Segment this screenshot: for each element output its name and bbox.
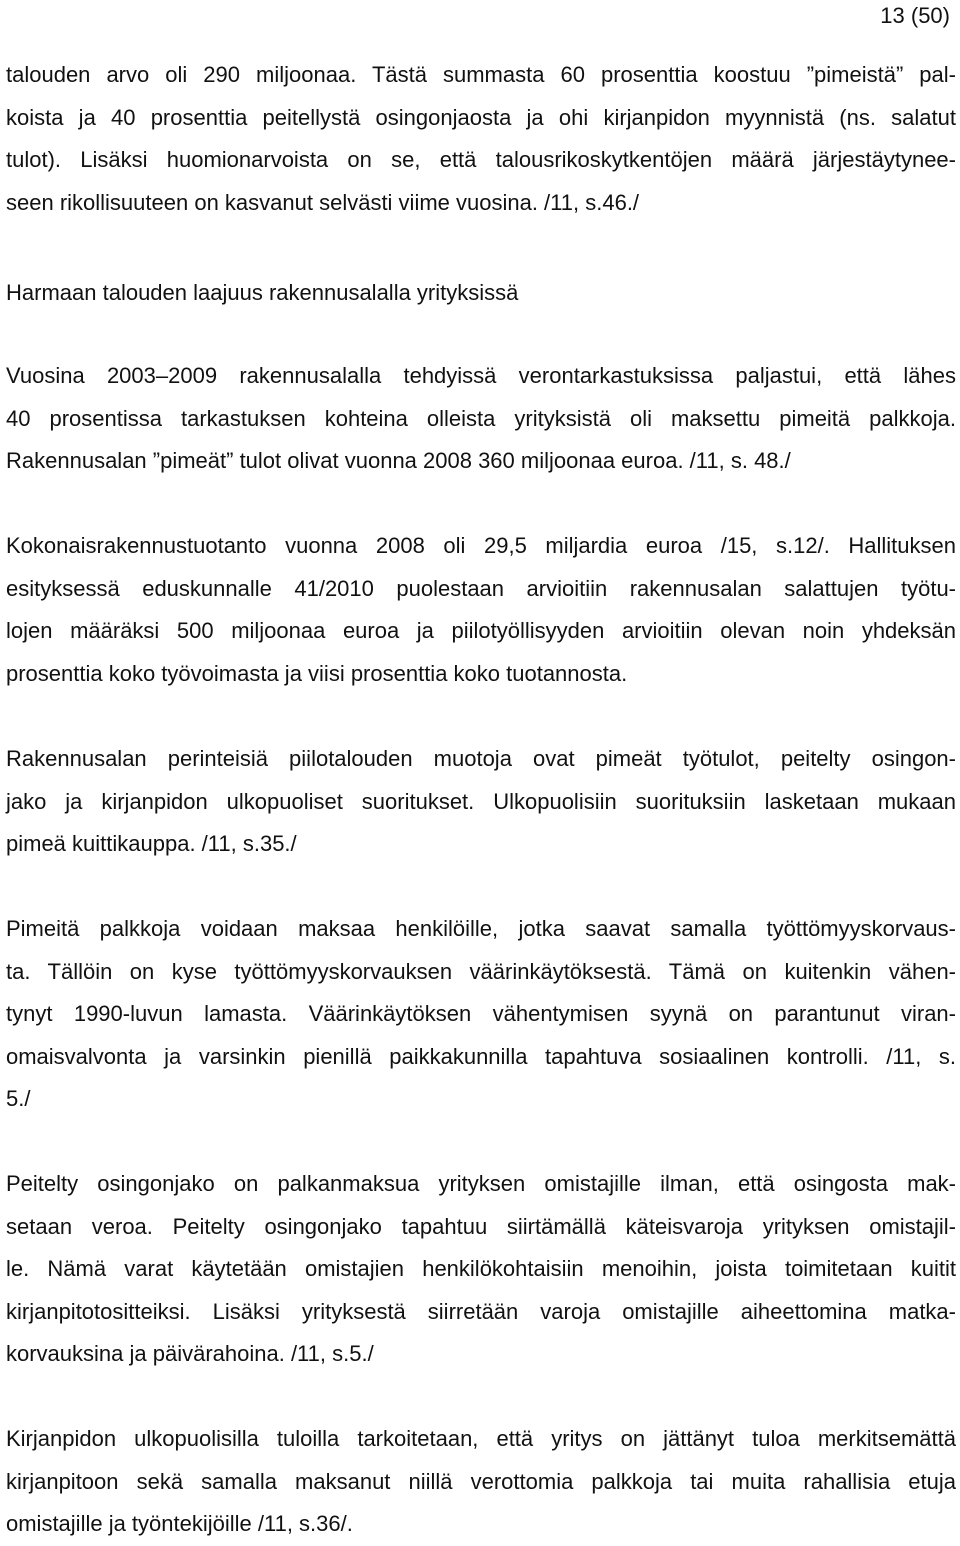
text-line: jako ja kirjanpidon ulkopuoliset suoritukset. Ulkopuolisiin suorituksiin lasketaan mukaan	[6, 788, 956, 814]
text-line: le. Nämä varat käytetään omistajien henkilökohtaisiin menoihin, joista toimitetaan kuitit	[6, 1256, 956, 1281]
text-line: Peitelty osingonjako on palkanmaksua yrityksen omistajille ilman, että osingosta mak-	[6, 1171, 956, 1196]
text-line: 5./	[6, 1086, 31, 1111]
text-line: setaan veroa. Peitelty osingonjako tapahtuu siirtämällä käteisvaroja yrityksen omistajil-	[6, 1213, 956, 1239]
text-line: seen rikollisuuteen on kasvanut selvästi viime vuosina. /11, s.46./	[6, 189, 640, 215]
text-line: pimeä kuittikauppa. /11, s.35./	[6, 831, 297, 856]
text-line: omaisvalvonta ja varsinkin pienillä paikkakunnilla tapahtuva sosiaalinen kontrolli. /11, s.	[6, 1043, 956, 1069]
text-line: Pimeitä palkkoja voidaan maksaa henkilöille, jotka saavat samalla työttömyyskorvaus-	[6, 916, 956, 941]
text-line: 40 prosentissa tarkastuksen kohteina olleista yrityksistä oli maksettu pimeitä palkkoja.	[6, 405, 956, 431]
text-line: kirjanpitotositteiksi. Lisäksi yrityksestä siirretään varoja omistajille aiheettomina matka-	[6, 1298, 956, 1324]
paragraph-hidden-dividends	[6, 1163, 956, 1376]
text-line: Kokonaisrakennustuotanto vuonna 2008 oli 29,5 miljardia euroa /15, s.12/. Hallituksen	[6, 533, 956, 558]
text-line: Vuosina 2003–2009 rakennusalalla tehdyissä verontarkastuksissa paljastui, että lähes	[6, 363, 956, 388]
text-line: koista ja 40 prosenttia peitellystä osingonjaosta ja ohi kirjanpidon myynnistä (ns. salatut	[6, 104, 956, 130]
text-line: kirjanpitoon sekä samalla maksanut niillä verottomia palkkoja tai muita rahallisia etuja	[6, 1468, 956, 1494]
paragraph-tax-audits	[6, 355, 956, 483]
text-line: tulot). Lisäksi huomionarvoista on se, että talousrikoskytkentöjen määrä järjestäytynee-	[6, 147, 956, 172]
paragraph-economy-value	[6, 54, 956, 224]
paragraph-off-book-income	[6, 1418, 956, 1546]
text-line: Rakennusalan ”pimeät” tulot olivat vuonna 2008 360 miljoonaa euroa. /11, s. 48./	[6, 448, 791, 473]
text-line: omistajille ja työntekijöille /11, s.36/.	[6, 1511, 353, 1536]
text-line: Rakennusalan perinteisiä piilotalouden muotoja ovat pimeät työtulot, peitelty osingon-	[6, 746, 956, 771]
paragraph-hidden-economy-forms	[6, 738, 956, 866]
text-line: talouden arvo oli 290 miljoonaa. Tästä summasta 60 prosenttia koostuu ”pimeistä” pal-	[6, 62, 956, 87]
text-line: ta. Tällöin on kyse työttömyyskorvauksen väärinkäytöksestä. Tämä on kuitenkin vähen-	[6, 958, 956, 984]
paragraph-black-wages	[6, 908, 956, 1121]
page-number: 13 (50)	[880, 3, 950, 28]
paragraph-total-production	[6, 525, 956, 695]
text-line: tynyt 1990-luvun lamasta. Väärinkäytöksen vähentymisen syynä on parantunut viran-	[6, 1001, 956, 1026]
text-line: esityksessä eduskunnalle 41/2010 puolestaan arvioitiin rakennusalan salattujen työtu-	[6, 575, 956, 601]
section-heading: Harmaan talouden laajuus rakennusalalla yrityksissä	[6, 280, 519, 305]
text-line: korvauksina ja päivärahoina. /11, s.5./	[6, 1341, 374, 1366]
text-line: lojen määräksi 500 miljoonaa euroa ja piilotyöllisyyden arvioitiin olevan noin yhdeksän	[6, 618, 956, 643]
text-line: prosenttia koko työvoimasta ja viisi prosenttia koko tuotannosta.	[6, 660, 628, 686]
text-line: Kirjanpidon ulkopuolisilla tuloilla tarkoitetaan, että yritys on jättänyt tuloa merkitsemättä	[6, 1426, 956, 1451]
